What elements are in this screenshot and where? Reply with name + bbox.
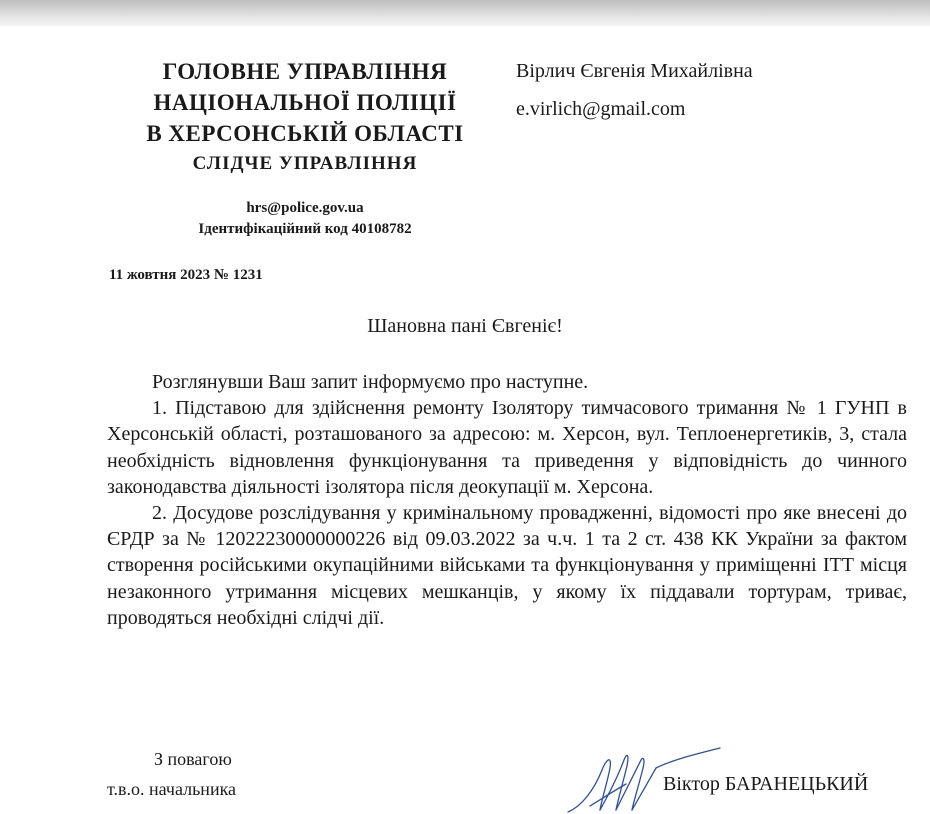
org-name-line-1: ГОЛОВНЕ УПРАВЛІННЯ	[162, 59, 448, 84]
greeting: Шановна пані Євгеніє!	[367, 315, 563, 337]
recipient-email: e.virlich@gmail.com	[516, 98, 686, 120]
sender-contacts	[100, 198, 510, 240]
date-and-number: 11 жовтня 2023 № 1231	[109, 267, 263, 283]
recipient-name: Вірлич Євгенія Михайлівна	[516, 60, 753, 82]
org-name-line-3: В ХЕРСОНСЬКІЙ ОБЛАСТІ	[146, 121, 464, 146]
sender-letterhead	[100, 56, 510, 178]
closing-block	[107, 744, 236, 804]
letter-body	[107, 369, 907, 631]
paragraph-intro: Розглянувши Ваш запит інформуємо про наступне.	[152, 371, 589, 393]
recipient-block	[516, 52, 753, 128]
signer-name: Віктор БАРАНЕЦЬКИЙ	[663, 773, 869, 795]
sender-email: hrs@police.gov.ua	[246, 200, 364, 216]
sender-id-code: Ідентифікаційний код 40108782	[198, 221, 412, 237]
paragraph-2: 2. Досудове розслідування у кримінальному провадженні, відомості про яке внесені до ЄРДР за № 12022230000000226 від 09.03.2022 за ч.ч. 1 та 2 ст. 438 КК України за фактом створення російськими окупаційними військами та функціонування у приміщенні ІТТ місця незаконного утримання місцевих мешканців, у якому їх піддавали тортурам, триває, проводяться необхідні слідчі дії.	[107, 502, 907, 629]
org-department: СЛІДЧЕ УПРАВЛІННЯ	[192, 153, 418, 174]
paragraph-1: 1. Підставою для здійснення ремонту Ізолятору тимчасового тримання № 1 ГУНП в Херсонській області, розташованого за адресою: м. Херсон, вул. Теплоенергетиків, 3, стала необхідність відновлення функціонування та приведення у відповідність до чинного законодавства діяльності ізолятора після деокупації м. Херсона.	[107, 397, 907, 498]
top-bar-shadow	[0, 0, 930, 26]
closing-position: т.в.о. начальника	[107, 779, 237, 799]
org-name-line-2: НАЦІОНАЛЬНОЇ ПОЛІЦІЇ	[153, 90, 457, 115]
closing-regards: З повагою	[154, 749, 232, 769]
